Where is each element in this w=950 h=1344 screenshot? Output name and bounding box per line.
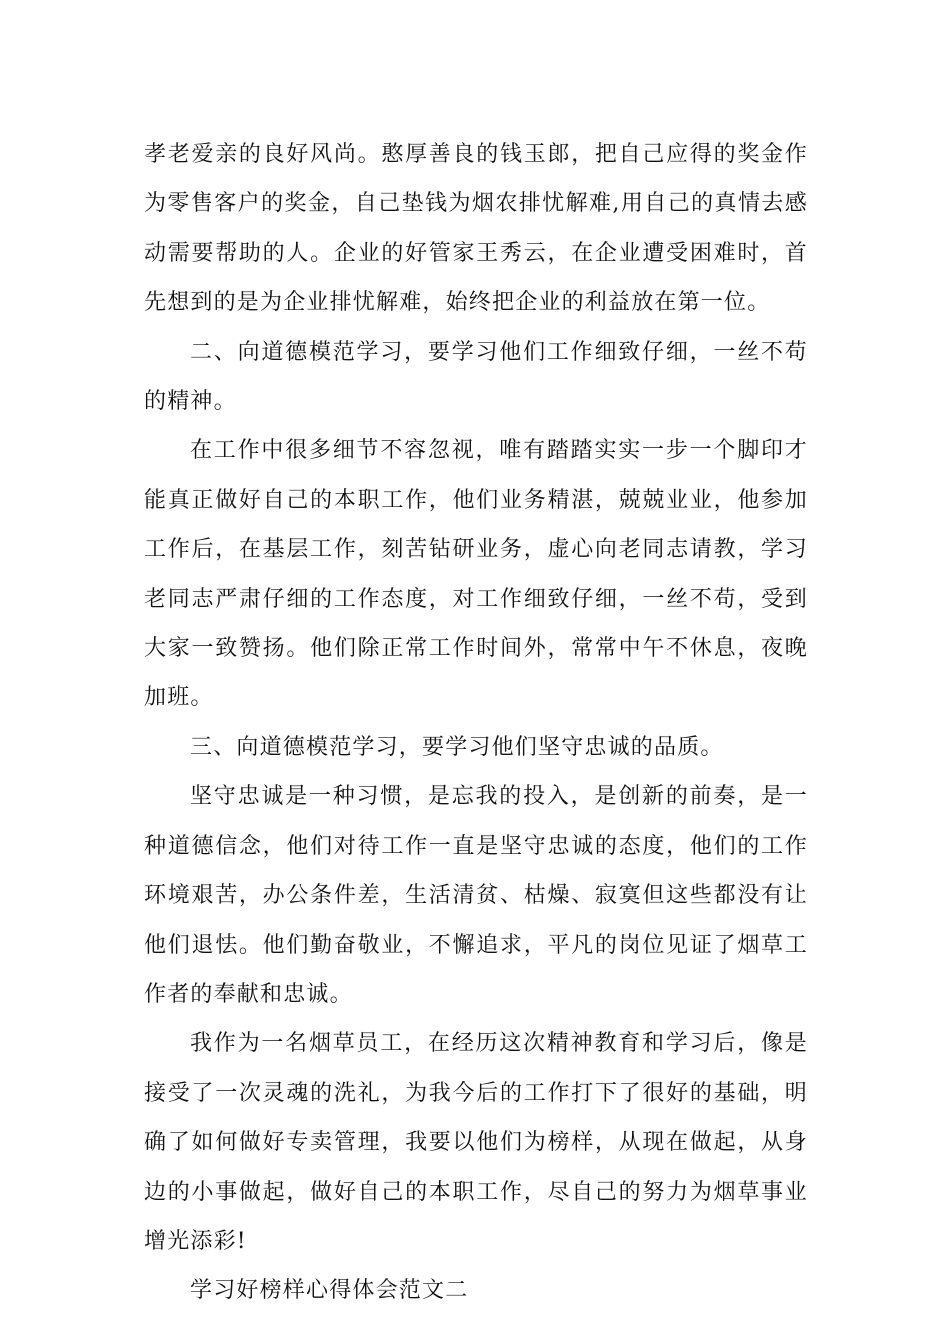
paragraph-section-three-body: 坚守忠诚是一种习惯，是忘我的投入，是创新的前奏，是一种道德信念，他们对待工作一直是坚守忠诚的态度，他们的工作环境艰苦，办公条件差，生活清贫、枯燥、寂寞但这些都没有让他们退怯。他们勤奋敬业，不懈追求，平凡的岗位见证了烟草工作者的奉献和忠诚。	[144, 784, 808, 1007]
paragraph-conclusion: 我作为一名烟草员工，在经历这次精神教育和学习后，像是接受了一次灵魂的洗礼，为我今后的工作打下了很好的基础，明确了如何做好专卖管理，我要以他们为榜样，从现在做起，从身边的小事做起，做好自己的本职工作，尽自己的努力为烟草事业增光添彩!	[144, 1031, 808, 1254]
section-heading-two: 二、向道德模范学习，要学习他们工作细致仔细，一丝不苟的精神。	[144, 339, 808, 415]
next-article-title: 学习好榜样心得体会范文二	[190, 1278, 469, 1304]
section-heading-three: 三、向道德模范学习，要学习他们坚守忠诚的品质。	[190, 734, 724, 760]
paragraph-section-two-body: 在工作中很多细节不容忽视，唯有踏踏实实一步一个脚印才能真正做好自己的本职工作，他们业务精湛，兢兢业业，他参加工作后，在基层工作，刻苦钻研业务，虚心向老同志请教，学习老同志严肃仔细的工作态度，对工作细致仔细，一丝不苟，受到大家一致赞扬。他们除正常工作时间外，常常中午不休息，夜晚加班。	[144, 438, 808, 711]
document-body	[144, 130, 808, 1316]
paragraph-continuation: 孝老爱亲的良好风尚。憨厚善良的钱玉郎，把自己应得的奖金作为零售客户的奖金，自己垫钱为烟农排忧解难,用自己的真情去感动需要帮助的人。企业的好管家王秀云，在企业遭受困难时，首先想到的是为企业排忧解难，始终把企业的利益放在第一位。	[144, 142, 808, 316]
